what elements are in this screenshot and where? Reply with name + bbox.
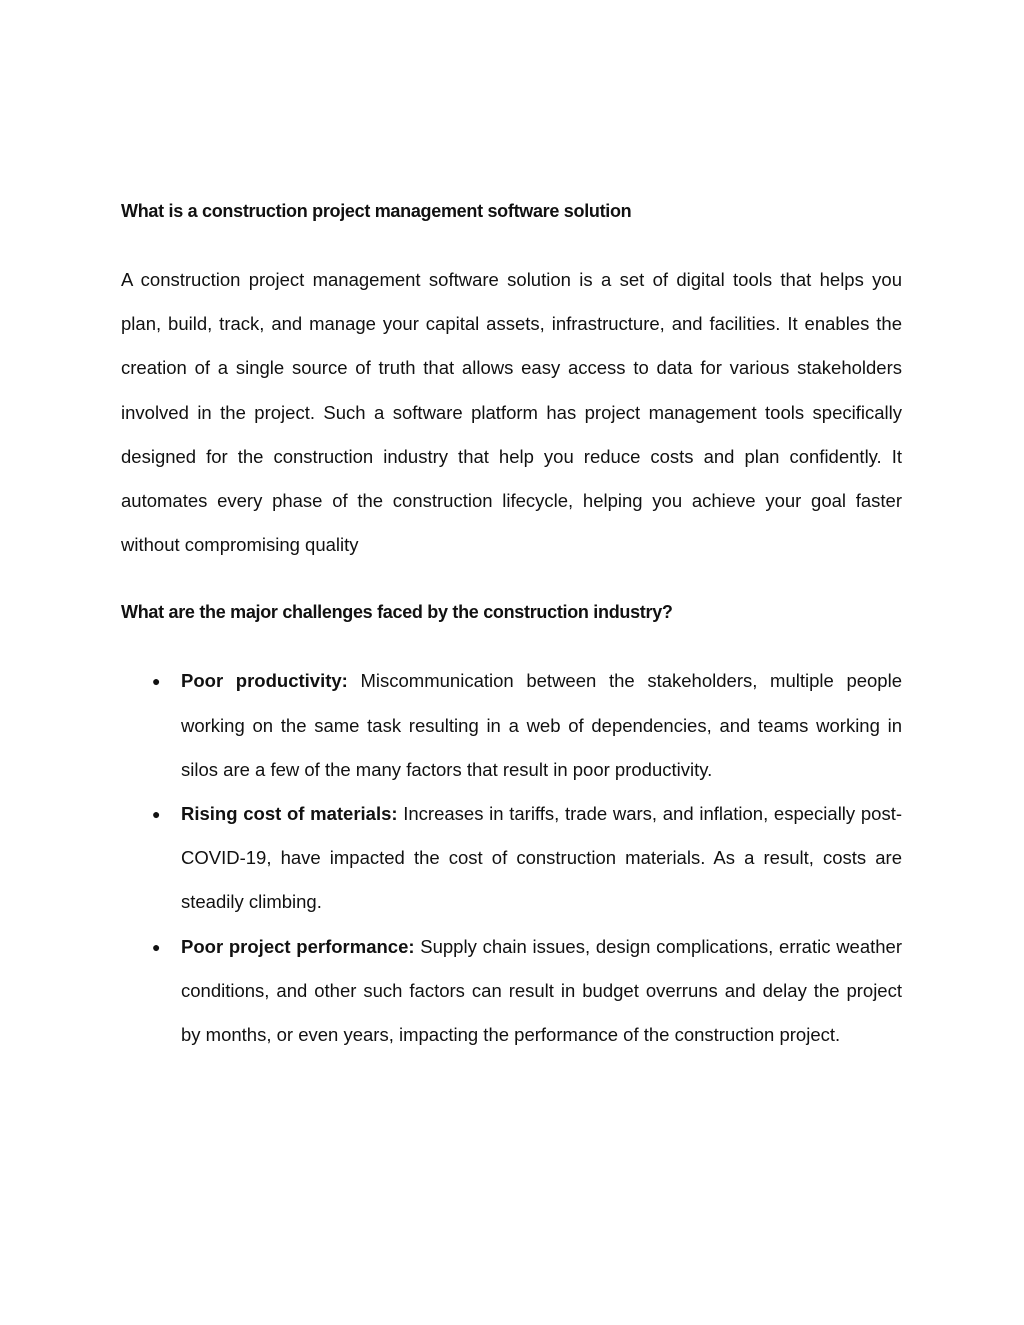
bullet-term: Rising cost of materials:	[181, 803, 404, 825]
list-item-rising-cost	[121, 792, 902, 925]
bullet-icon: ●	[152, 673, 161, 690]
bullet-text: Miscommunication between the stakeholders, multiple people working on the same task resulting in a web of dependencies, and teams working in silos are a few of the many factors that result in poor productivity.	[181, 670, 902, 780]
bullet-icon: ●	[152, 806, 161, 823]
challenges-list	[121, 659, 902, 1057]
section-heading-challenges: What are the major challenges faced by the construction industry?	[121, 602, 673, 623]
bullet-term: Poor productivity:	[181, 670, 361, 692]
bullet-text: Supply chain issues, design complications, erratic weather conditions, and other such factors can result in budget overruns and delay the project by months, or even years, impacting the performance of the construction project.	[181, 935, 903, 1046]
bullet-icon: ●	[152, 938, 161, 955]
document-page	[121, 196, 902, 1057]
section-heading-what-is: What is a construction project management software solution	[121, 201, 632, 221]
bullet-term: Poor project performance:	[181, 935, 421, 957]
bullet-text: Increases in tariffs, trade wars, and inflation, especially post-COVID-19, have impacted the cost of construction materials. As a result, costs are steadily climbing.	[181, 803, 903, 913]
list-item-poor-performance	[121, 925, 902, 1058]
list-item-poor-productivity	[121, 659, 902, 792]
section-paragraph-definition: A construction project management software solution is a set of digital tools that helps you plan, build, track, and manage your capital assets, infrastructure, and facilities. It enables the creation of a single source of truth that allows easy access to data for various stakeholders involved in the project. Such a software platform has project management tools specifically designed for the construction industry that help you reduce costs and plan confidently. It automates every phase of the construction lifecycle, helping you achieve your goal faster without compromising quality	[121, 269, 902, 556]
